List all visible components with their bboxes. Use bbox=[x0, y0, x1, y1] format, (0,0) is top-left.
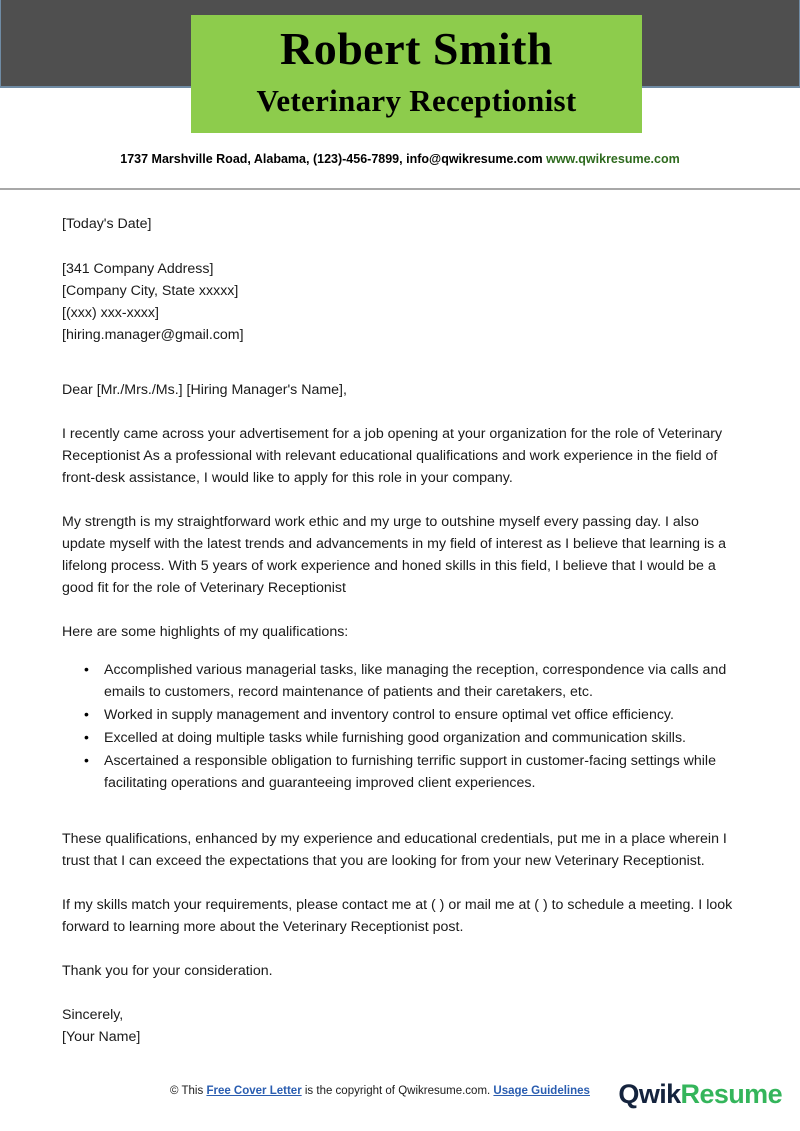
free-cover-letter-link[interactable]: Free Cover Letter bbox=[206, 1085, 302, 1097]
recipient-email-line: [hiring.manager@gmail.com] bbox=[62, 326, 244, 343]
contact-line bbox=[0, 152, 800, 166]
date-line: [Today's Date] bbox=[62, 216, 152, 232]
contact-address: 1737 Marshville Road, Alabama, bbox=[120, 152, 310, 166]
applicant-job-title: Veterinary Receptionist bbox=[256, 83, 577, 118]
thank-you-line: Thank you for your consideration. bbox=[62, 963, 273, 979]
recipient-block bbox=[62, 258, 738, 346]
qwikresume-logo[interactable] bbox=[618, 1079, 782, 1110]
copyright-middle: is the copyright of Qwikresume.com. bbox=[304, 1085, 491, 1097]
contact-phone: (123)-456-7899, bbox=[312, 152, 403, 166]
applicant-name: Robert Smith bbox=[279, 23, 554, 74]
sign-off-line: Sincerely, bbox=[62, 1007, 124, 1023]
header-divider bbox=[0, 188, 800, 190]
paragraph-qualifications: These qualifications, enhanced by my experience and educational credentials, put me in a place wherein I trust that I can exceed the expectations that you are looking for from your new Veterinary Receptionist. bbox=[62, 831, 727, 869]
logo-text-resume: Resume bbox=[680, 1079, 782, 1109]
highlights-intro: Here are some highlights of my qualifications: bbox=[62, 624, 349, 640]
list-item: • Accomplished various managerial tasks, like managing the reception, correspondence via calls and emails to customers, record maintenance of patients and their caretakers, etc. bbox=[62, 659, 738, 703]
name-title-box bbox=[191, 15, 642, 133]
recipient-address-line: [341 Company Address] bbox=[62, 260, 214, 277]
list-item: • Ascertained a responsible obligation to furnishing terrific support in customer-facing settings while facilitating operations and guaranteeing improved client experiences. bbox=[62, 750, 738, 794]
paragraph-contact-request: If my skills match your requirements, please contact me at ( ) or mail me at ( ) to schedule a meeting. I look forward to learning more about the Veterinary Receptionist post. bbox=[62, 897, 733, 935]
logo-text-qwik: Qwik bbox=[618, 1079, 681, 1109]
paragraph-strengths: My strength is my straightforward work ethic and my urge to outshine myself every passing day. I also update myself with the latest trends and advancements in my field of interest as I believe that learning is a lifelong process. With 5 years of work experience and honed skills in this field, I believe that I would be a good fit for the role of Veterinary Receptionist bbox=[62, 514, 727, 596]
page-footer bbox=[0, 1071, 800, 1131]
paragraph-intro: I recently came across your advertisement for a job opening at your organization for the role of Veterinary Receptionist As a professional with relevant educational qualifications and work experience in the field of front-desk assistance, I would like to apply for this role in your company. bbox=[62, 426, 723, 486]
list-item: • Excelled at doing multiple tasks while furnishing good organization and communication skills. bbox=[62, 727, 738, 749]
contact-website[interactable]: www.qwikresume.com bbox=[546, 152, 680, 166]
recipient-phone-line: [(xxx) xxx-xxxx] bbox=[62, 304, 159, 321]
letter-body bbox=[62, 214, 738, 1048]
usage-guidelines-link[interactable]: Usage Guidelines bbox=[493, 1085, 590, 1097]
contact-email[interactable]: info@qwikresume.com bbox=[406, 152, 543, 166]
copyright-prefix: © This bbox=[170, 1085, 204, 1097]
list-item: • Worked in supply management and inventory control to ensure optimal vet office efficiency. bbox=[62, 704, 738, 726]
recipient-city-line: [Company City, State xxxxx] bbox=[62, 282, 239, 299]
signature-block bbox=[62, 1004, 738, 1048]
salutation: Dear [Mr./Mrs./Ms.] [Hiring Manager's Name], bbox=[62, 381, 347, 398]
highlights-list bbox=[62, 659, 738, 794]
signature-name: [Your Name] bbox=[62, 1029, 141, 1045]
